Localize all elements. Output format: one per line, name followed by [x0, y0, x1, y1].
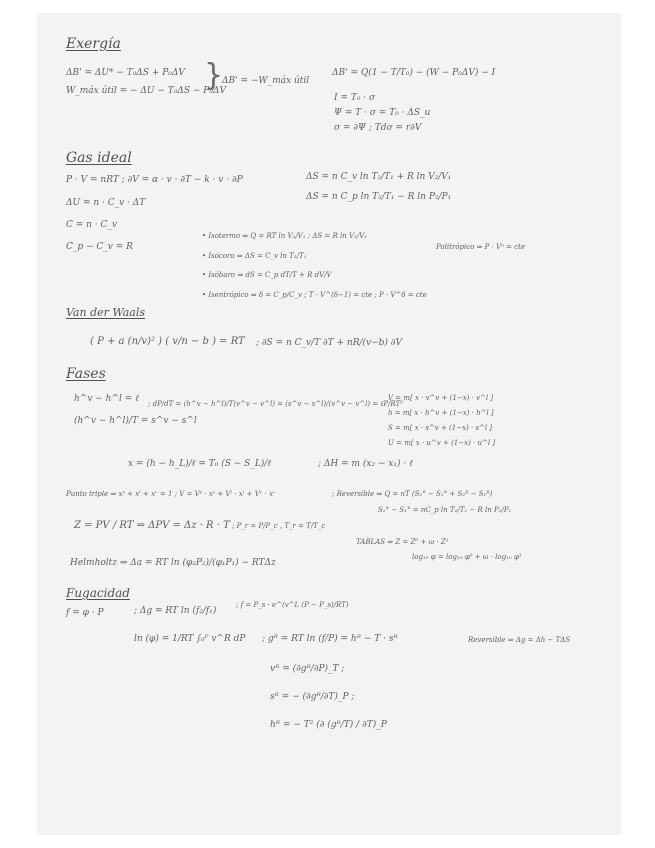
formula-line: h^v − h^l = ℓ	[74, 394, 139, 404]
formula-line: ; gᴿ = RT ln (f/P) = hᴿ − T · sᴿ	[262, 634, 398, 644]
formula-line: TABLAS ⇒ Z = Z⁰ + ω · Z¹	[356, 538, 449, 546]
formula-line: f = φ · P	[66, 608, 104, 618]
formula-line: U = m[ x · u^v + (1−x) · u^l ]	[388, 439, 496, 447]
section-title-gas-ideal: Gas ideal	[66, 150, 132, 166]
formula-line: V = m[ x · v^v + (1−x) · v^l ]	[388, 394, 494, 402]
formula-line: I = T₀ · σ	[334, 93, 376, 103]
formula-line: Helmholtz ⇒ Δa = RT ln (φ₂P₂)/(φ₁P₁) − RTΔz	[70, 558, 276, 568]
section-title-van-der-waals: Van der Waals	[66, 306, 146, 319]
formula-line: ; Reversible ⇒ Q = nT (S₂° − S₁° + S₂ᴿ − S₁ᴿ)	[332, 490, 493, 498]
formula-line: Reversible ⇒ Δg = Δh − TΔS	[468, 636, 571, 644]
brace-icon: }	[204, 58, 224, 93]
formula-line: Ψ = T · σ = T₀ · ΔS_u	[334, 108, 431, 118]
formula-line: Punto triple ⇒ xˢ + xˡ + xᵛ = 1 ; V = Vˢ · xˢ + Vˡ · xˡ + Vᵛ · xᵛ	[66, 490, 276, 498]
formula-line: S = m[ x · s^v + (1−x) · s^l ]	[388, 424, 493, 432]
formula-line: ; ΔH = m (x₂ − x₁) · ℓ	[318, 459, 413, 469]
formula-line: ln (φ) = 1/RT ∫₀ᴾ v^R dP	[134, 634, 246, 644]
formula-line: W_máx útil = − ΔU − T₀ΔS − P₀ΔV	[66, 86, 226, 96]
formula-line: Politrópico ⇒ P · Vⁿ = cte	[436, 243, 526, 251]
formula-line: ΔU = n · C_v · ΔT	[66, 198, 146, 208]
formula-line: sᴿ = − (∂gᴿ/∂T)_P ;	[270, 692, 355, 702]
formula-line: log₁₀ φ = log₁₀ φ⁰ + ω · log₁₀ φ¹	[412, 553, 522, 561]
formula-line: ΔS = n C_p ln T₂/T₁ − R ln P₂/P₁	[306, 192, 452, 202]
formula-line: C_p − C_v = R	[66, 242, 133, 252]
formula-line: ; P_r = P/P_c , T_r = T/T_c	[232, 522, 326, 530]
formula-line: • Isócoro ⇒ ΔS = C_v ln T₂/T₁	[202, 252, 307, 260]
formula-line: ΔB' = Q(1 − T/T₀) − (W − P₀ΔV) − I	[332, 68, 496, 78]
section-title-exergia: Exergía	[66, 36, 121, 52]
formula-line: hᴿ = − T² (∂ (gᴿ/T) / ∂T)_P	[270, 720, 387, 730]
formula-line: ΔB' = −W_máx útil	[222, 76, 310, 86]
formula-line: S₂° − S₁° = nC_p ln T₂/T₁ − R ln P₂/P₁	[378, 506, 512, 514]
section-title-fases: Fases	[66, 366, 106, 382]
section-title-fugacidad: Fugacidad	[66, 586, 130, 600]
formula-line: x = (h − h_L)/ℓ = T₀ (S − S_L)/ℓ	[128, 459, 272, 469]
formula-line: • Isóbaro ⇒ dS = C_p dT/T + R dV/V	[202, 271, 332, 279]
formula-line: (h^v − h^l)/T = s^v − s^l	[74, 416, 197, 426]
formula-line: ; f = P_s · e^(v^L (P − P_s)/RT)	[236, 601, 349, 609]
formula-line: • Isentrópico ⇒ δ = C_p/C_v ; T · V^(δ−1) = cte ; P · V^δ = cte	[202, 291, 427, 299]
formula-line: P · V = nRT ; ∂V = α · v · ∂T − k · v · ∂P	[66, 175, 243, 185]
formula-line: ; ∂S = n C_v/T ∂T + nR/(v−b) ∂V	[256, 338, 402, 348]
formula-line: ; dP/dT = (h^v − h^l)/T(v^v − v^l) = (s^v − s^l)/(v^v − v^l) = ℓP/RT²	[148, 400, 404, 408]
formula-line: • Isotermo ⇒ Q = RT ln V₂/V₁ ; ΔS = R ln V₂/V₁	[202, 232, 368, 240]
formula-line: σ = ∂Ψ ; Tdσ = r∂V	[334, 123, 422, 133]
formula-line: ; Δg = RT ln (f₂/f₁)	[134, 606, 217, 616]
formula-line: vᴿ = (∂gᴿ/∂P)_T ;	[270, 664, 345, 674]
formula-line: h = m[ x · h^v + (1−x) · h^l ]	[388, 409, 494, 417]
formula-line: ΔS = n C_v ln T₂/T₁ + R ln V₂/V₁	[306, 172, 452, 182]
formula-line: ( P + a (n/v)² ) ( v/n − b ) = RT	[90, 336, 245, 347]
formula-line: ΔB' = ΔU* − T₀ΔS + P₀ΔV	[66, 68, 185, 78]
formula-line: Z = PV / RT ⇒ ΔPV = Δz · R · T	[74, 520, 230, 531]
formula-line: C = n · C_v	[66, 220, 117, 230]
